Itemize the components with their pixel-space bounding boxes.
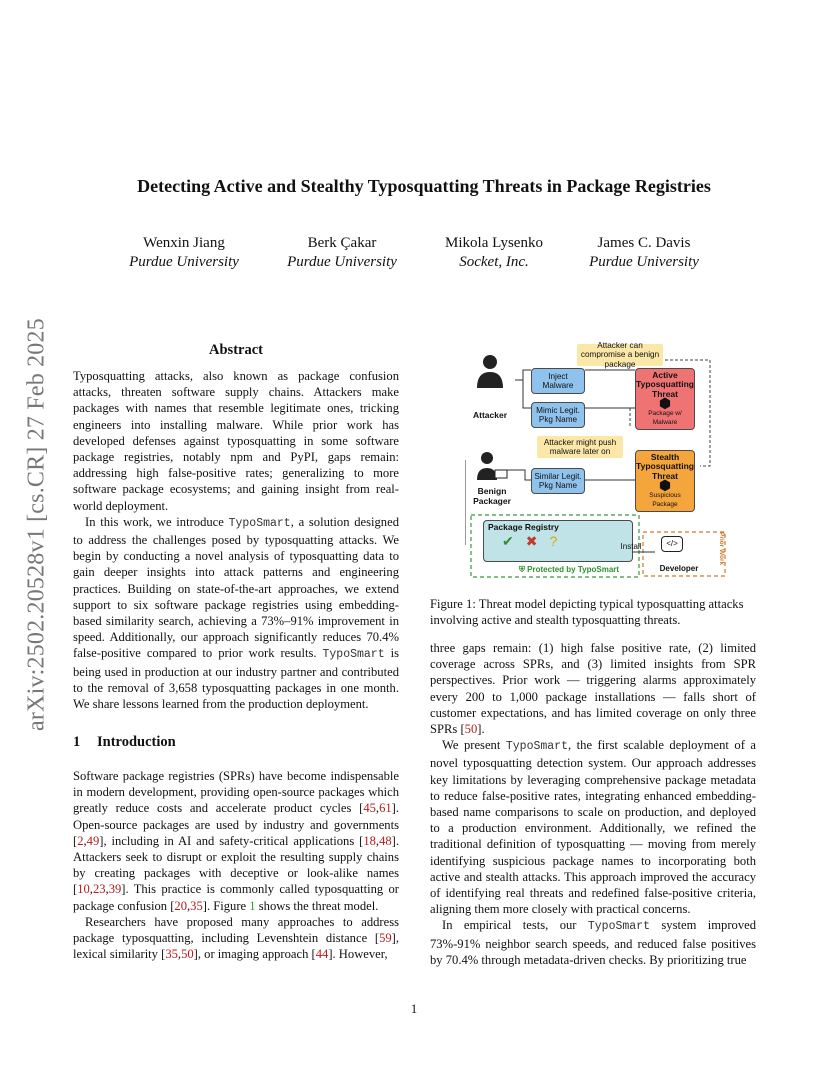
stealth-threat-label: Stealth Typosquatting Threat	[636, 451, 694, 481]
author-name: Berk Çakar	[307, 235, 377, 251]
author-affiliation: Purdue University	[129, 254, 239, 270]
intro-paragraph-2: Researchers have proposed many approaches to address package typosquatting, including Levenshtein distance [59], lexical similarity [35,50], or imaging approach [44]. However,	[73, 914, 399, 962]
abstract-paragraph-1: Typosquatting attacks, also known as package confusion attacks, threaten software supply chains. Attackers make packages with names that resemble legitimate ones, tricking engineers into installing malware. While prior work has developed defenses against typosquatting in some software package registries, notably npm and PyPI, gaps remain: addressing high false-positive rates; generalizing to more software package ecosystems; and gaining insight from real-world deployment.	[73, 369, 399, 513]
figure-link[interactable]: 1	[249, 898, 256, 913]
abstract-paragraph-2: In this work, we introduce TypoSmart, a solution designed to address the challenges posed by typosquatting attacks. We begin by conducting a novel analysis of typosquatting data to gain deeper insights into attack patterns and engineering practices. Building on state-of-the-art approaches, we extend support to six software package registries using embedding-based similarity search, achieving a 73%–91% improvement in speed. Additionally, our approach significantly reduces 70.4% false-positive compared to prior work results. TypoSmart is being used in production at our industry partner and contributed to the removal of 3,658 typosquatting packages in one month. We share lessons learned from the production deployment.	[73, 514, 399, 712]
right-paragraph-2: We present TypoSmart, the first scalable deployment of a novel typosquatting detection system. Our approach addresses key limitations by leveraging comprehensive package metadata to reduce false-positive rates, integrating enhanced embedding-based name comparisons to scale on production, and deployed to a production environment. Additionally, we refined the traditional definition of typosquatting — moving from merely identifying suspicious package names to incorporating both active and stealth attacks. This approach improved the accuracy of identifying real threats and redefined false-positive criteria, aligning them more closely with practical concerns.	[430, 738, 756, 917]
safe-package-icon: ✔	[502, 532, 514, 549]
citation-link[interactable]: 59	[379, 931, 392, 946]
registry-label: Package Registry	[488, 522, 559, 532]
benign-packager-label: Benign Packager	[473, 486, 511, 506]
stealth-threat-box	[635, 450, 695, 512]
right-column-body	[430, 640, 756, 968]
citation-link[interactable]: 39	[108, 882, 122, 897]
package-registry-box	[483, 520, 633, 562]
note-push-malware: Attacker might push malware later on	[537, 436, 623, 458]
arxiv-identifier: arXiv:2502.20528v1 [cs.CR] 27 Feb 2025	[23, 318, 50, 732]
tool-name: TypoSmart	[322, 648, 385, 662]
citation-link[interactable]: 10	[77, 882, 90, 897]
paper-title: Detecting Active and Stealthy Typosquatting Threats in Package Registries	[137, 176, 711, 196]
protected-label: ⛨ Protected by TypoSmart	[518, 565, 620, 574]
author-affiliation: Socket, Inc.	[459, 254, 529, 270]
citation-link[interactable]: 23	[92, 882, 106, 897]
citation-link[interactable]: 45	[363, 801, 376, 816]
figure-caption: Figure 1: Threat model depicting typical typosquatting attacks involving active and stealth typosquatting threats.	[430, 597, 744, 628]
author-name: Wenxin Jiang	[143, 235, 225, 251]
author-name: James C. Davis	[597, 235, 691, 251]
section-heading-introduction: 1 Introduction	[73, 734, 176, 750]
citation-link[interactable]: 18	[363, 833, 376, 848]
author-1	[104, 234, 264, 272]
citation-link[interactable]: 35	[190, 898, 203, 913]
author-name: Mikola Lysenko	[445, 235, 543, 251]
shield-icon: ⛨	[518, 565, 525, 574]
author-list	[0, 234, 828, 274]
active-threat-label: Active Typosquatting Threat	[636, 369, 694, 399]
author-4	[564, 234, 724, 272]
tool-name: TypoSmart	[228, 516, 291, 530]
citation-link[interactable]: 50	[464, 722, 478, 737]
tool-name: TypoSmart	[587, 920, 650, 934]
attacker-label: Attacker	[472, 410, 508, 420]
introduction-body	[73, 768, 399, 962]
right-paragraph-3: In empirical tests, our TypoSmart system improved 73%-91% neighbor search speeds, and reduced false positives by 70.4% through metadata-driven checks. By prioritizing true	[430, 918, 756, 967]
intro-paragraph-1: Software package registries (SPRs) have become indispensable in modern development, providing open-source packages which greatly reduce costs and accelerate product cycles [45,61]. Open-source packages are used by industry and governments [2,49], including in AI and safety-critical applications [18,48]. Attackers seek to disrupt or exploit the resulting supply chains by creating packages with deceptive or look-alike names [10,23,39]. This practice is commonly called typosquatting or package confusion [20,35]. Figure 1 shows the threat model.	[73, 769, 399, 913]
threat-model-figure	[465, 340, 730, 580]
citation-link[interactable]: 48	[379, 833, 392, 848]
author-3	[414, 234, 574, 272]
author-affiliation: Purdue University	[287, 254, 397, 270]
blocked-package-icon: ✖	[525, 532, 538, 549]
package-malware-icon: ⬢	[658, 395, 672, 411]
similar-name-box: Similar Legit. Pkg Name	[531, 468, 585, 494]
registry-packages	[502, 532, 558, 549]
active-threat-box	[635, 368, 695, 430]
note-compromise: Attacker can compromise a benign package	[577, 344, 663, 366]
citation-link[interactable]: 49	[86, 833, 100, 848]
install-label: Install	[620, 542, 642, 551]
flagged-package-icon: ?	[549, 532, 558, 549]
code-icon: </>	[661, 536, 683, 552]
suspicious-package-icon: ⬢	[658, 477, 672, 493]
citation-link[interactable]: 50	[181, 947, 194, 962]
prior-work-label: Prior Work	[718, 532, 725, 566]
citation-link[interactable]: 2	[77, 833, 84, 848]
author-2	[262, 234, 422, 272]
citation-link[interactable]: 35	[165, 947, 178, 962]
tool-name: TypoSmart	[505, 740, 568, 754]
developer-label: Developer	[659, 564, 699, 573]
author-affiliation: Purdue University	[589, 254, 699, 270]
right-paragraph-1: three gaps remain: (1) high false positive rate, (2) limited coverage across SPRs, and (3) limited insights from SPR perspectives. Prior work — triggering alarms approximately every 200 to 1,000 package installations — falls short of customer expectations, and has limited coverage on only three SPRs [50].	[430, 641, 756, 737]
citation-link[interactable]: 44	[315, 947, 329, 962]
citation-link[interactable]: 61	[379, 801, 392, 816]
inject-malware-box: Inject Malware	[531, 368, 585, 394]
page-number: 1	[410, 1002, 418, 1016]
abstract-body	[73, 368, 399, 712]
stealth-threat-sublabel: Suspicious Package	[649, 491, 681, 508]
abstract-heading: Abstract	[209, 342, 263, 358]
active-threat-sublabel: Package w/ Malware	[648, 409, 682, 426]
mimic-name-box: Mimic Legit. Pkg Name	[531, 402, 585, 428]
citation-link[interactable]: 20	[174, 898, 188, 913]
